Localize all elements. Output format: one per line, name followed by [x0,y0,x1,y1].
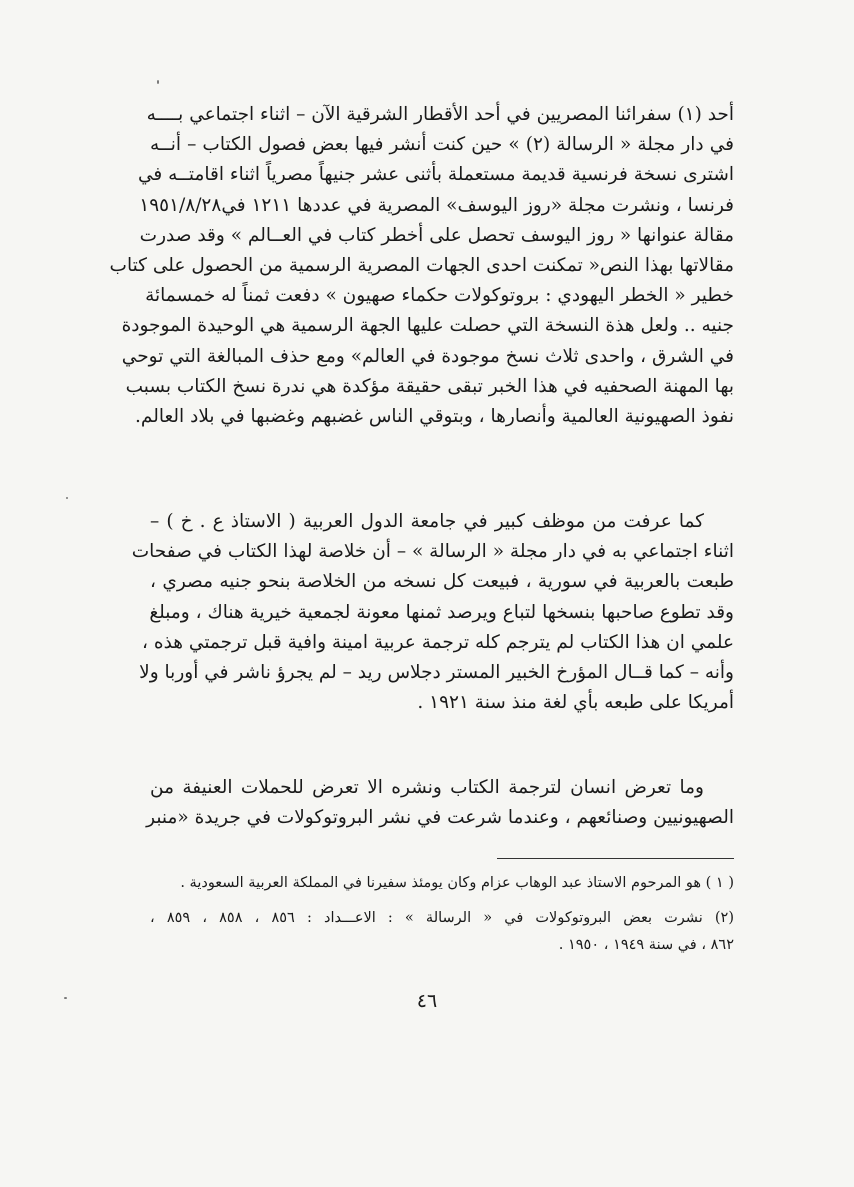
text-line: اشترى نسخة فرنسية قديمة مستعملة بأثنى عشر جنيهاً مصرياً اثناء اقامتــه في [137,164,734,186]
footnote-2: (٢) نشرت بعض البروتوكولات في « الرسالة » : الاعـــداد : ٨٥٦ ، ٨٥٨ ، ٨٥٩ ، [150,910,735,926]
text-line: علمي ان هذا الكتاب لم يترجم كله ترجمة عربية امينة وافية قبل ترجمتي هذه ، [142,631,734,653]
scan-speck [157,80,159,84]
footnote-spacer [150,897,734,905]
text-line: فرنسا ، ونشرت مجلة «روز اليوسف» المصرية في عددها ١٢١١ في١٩٥١/٨/٢٨ [139,194,734,216]
text-line: خطير « الخطر اليهودي : بروتوكولات حكماء صهيون » دفعت ثمناً له خمسمائة [145,285,734,307]
footnote-2-continuation: ٨٦٢ ، في سنة ١٩٤٩ ، ١٩٥٠ . [558,937,734,953]
paragraph-3 [146,773,734,833]
footnote-divider [497,858,734,859]
text-line: الصهيونيين وصنائعهم ، وعندما شرعت في نشر البروتوكولات في جريدة «منبر [146,807,734,829]
text-line: وأنه – كما قــال المؤرخ الخبير المستر دجلاس ريد – لم يجرؤ ناشر في أوربا ولا [139,661,734,683]
page-number: ٤٦ [416,990,438,1012]
text-line: أمريكا على طبعه بأي لغة منذ سنة ١٩٢١ . [417,692,734,714]
paragraph-2 [131,507,734,718]
text-line: أحد (١) سفرائنا المصريين في أحد الأقطار الشرقية الآن – اثناء اجتماعي بــــه [146,104,734,125]
text-line: مقالة عنوانها « روز اليوسف تحصل على أخطر كتاب في العــالم » وقد صدرت [139,224,734,246]
footnotes [150,870,734,959]
text-line: مقالاتها بهذا النص« تمكنت احدى الجهات المصرية الرسمية من الحصول على كتاب [109,254,734,276]
text-line: كما عرفت من موظف كبير في جامعة الدول العربية ( الاستاذ ع . خ ) – [150,511,704,532]
scan-speck [66,497,68,499]
text-line: اثناء اجتماعي به في دار مجلة « الرسالة » – أن خلاصة لهذا الكتاب في صفحات [131,541,734,563]
text-line: وما تعرض انسان لترجمة الكتاب ونشره الا تعرض للحملات العنيفة من [150,777,704,798]
text-line: طبعت بالعربية في سورية ، فبيعت كل نسخه من الخلاصة بنحو جنيه مصري ، [150,571,734,593]
text-line: نفوذ الصهيونية العالمية وأنصارها ، وبتوقي الناس غضبهم وغضبها في بلاد العالم. [135,405,734,427]
text-line: وقد تطوع صاحبها بنسخها لتباع ويرصد ثمنها معونة لجمعية خيرية هناك ، ومبلغ [149,601,734,623]
text-line: في دار مجلة « الرسالة (٢) » حين كنت أنشر فيها بعض فصول الكتاب – أنــه [150,134,734,156]
text-line: في الشرق ، واحدى ثلاث نسخ موجودة في العالم» ومع حذف المبالغة التي توحي [121,345,734,367]
footnote-1: ( ١ ) هو المرحوم الاستاذ عبد الوهاب عزام وكان يومئذ سفيرنا في المملكة العربية السعودية . [180,875,734,891]
scan-speck [64,997,67,999]
text-line: جنيه .. ولعل هذة النسخة التي حصلت عليها الجهة الرسمية هي الوحيدة الموجودة [121,315,734,337]
text-line: بها المهنة الصحفيه في هذا الخبر تبقى حقيقة مؤكدة هي ندرة نسخ الكتاب بسبب [125,375,734,397]
paragraph-1 [109,100,734,432]
